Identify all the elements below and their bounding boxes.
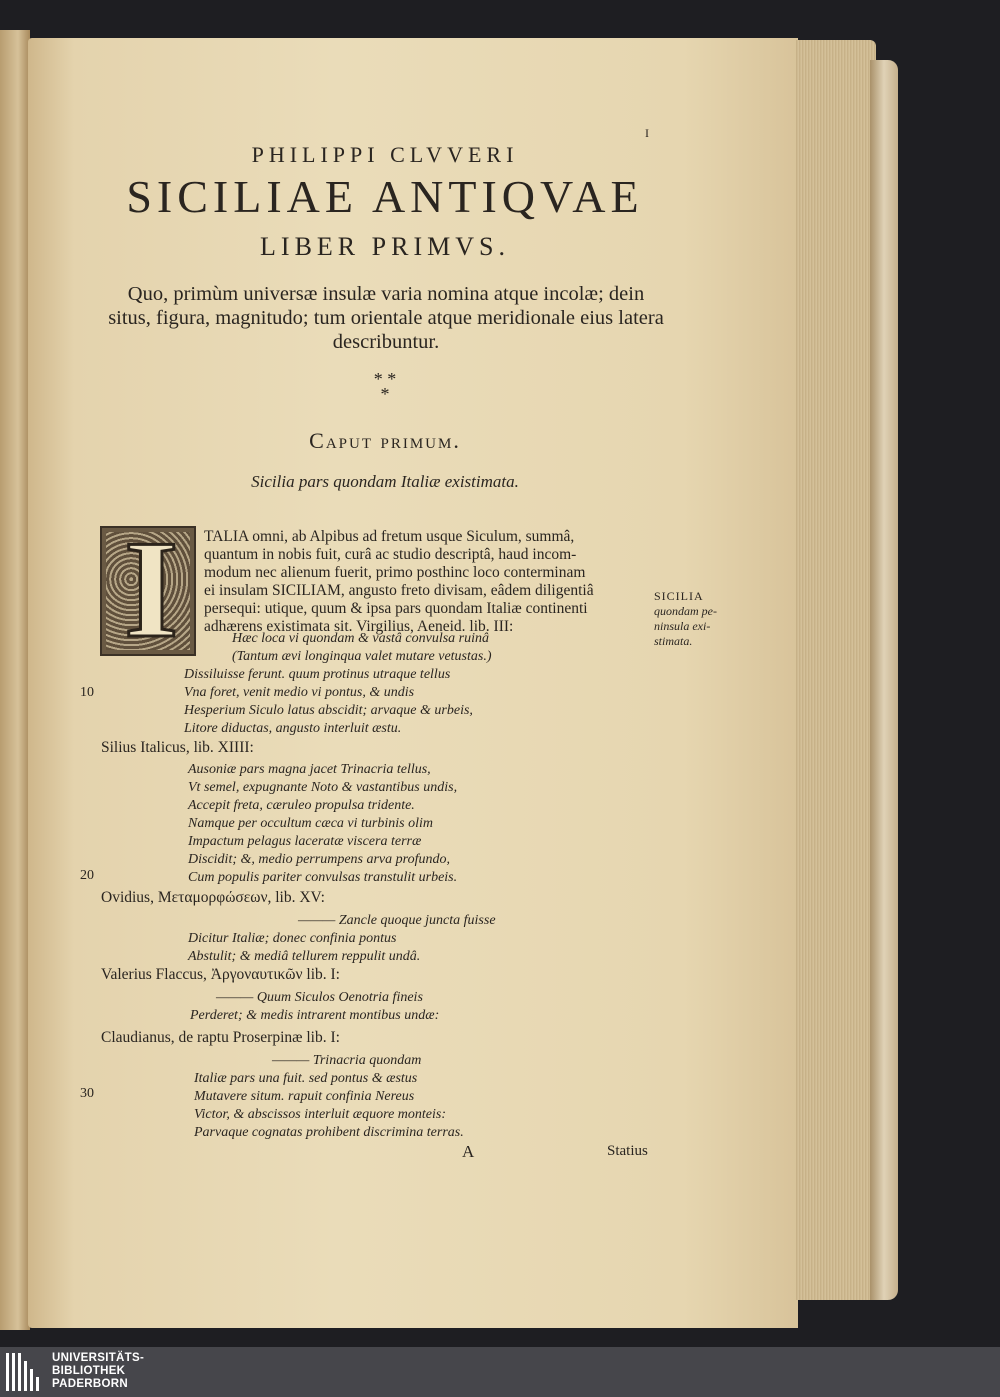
- verse-line: Parvaque cognatas prohibent discrimina terras.: [194, 1125, 464, 1140]
- chapter-heading: Caput primum.: [309, 428, 461, 453]
- catchword: Statius: [607, 1143, 648, 1159]
- book-cover: [870, 60, 898, 1300]
- author-name: PHILIPPI CLVVERI: [251, 142, 519, 167]
- intro-line: ei insulam SICILIAM, angusto freto divisam, eâdem diligentiâ: [204, 582, 594, 599]
- verse-line: Cum populis pariter convulsas transtulit urbeis.: [188, 870, 458, 885]
- margin-note-line: quondam pe-: [654, 604, 717, 618]
- library-footer: [0, 1347, 1000, 1397]
- book-number: LIBER PRIMVS.: [260, 232, 510, 261]
- intro-line: modum nec alienum fuerit, primo posthinc loco conterminam: [204, 564, 586, 581]
- margin-note-name: SICILIA: [654, 589, 704, 603]
- verse-line: Accepit freta, cæruleo propulsa tridente.: [188, 798, 415, 813]
- page-signature: A: [462, 1142, 475, 1161]
- verse-line: Mutavere situm. rapuit confinia Nereus: [194, 1089, 415, 1104]
- verse-line: Dissiluisse ferunt. quum protinus utraque tellus: [184, 667, 451, 682]
- line-number: 20: [80, 868, 94, 883]
- verse-line: Hesperium Siculo latus abscidit; arvaque & urbeis,: [184, 703, 473, 718]
- verse-line: Ausoniæ pars magna jacet Trinacria tellus,: [188, 762, 431, 777]
- verse-line: ——— Quum Siculos Oenotria fineis: [216, 990, 423, 1005]
- verse-line: Namque per occultum cæca vi turbinis olim: [188, 816, 433, 831]
- verse-line: Dicitur Italiæ; donec confinia pontus: [188, 931, 397, 946]
- page-edges: [796, 40, 876, 1300]
- book-summary: Quo, primùm universæ insulæ varia nomina atque incolæ; dein situs, figura, magnitudo; tum orientale atque meridionale eius latera describuntur.: [108, 283, 664, 353]
- initial-letter: I: [124, 526, 179, 656]
- intro-line: persequi: utique, quum & ipsa pars quondam Italiæ continenti: [204, 600, 588, 617]
- margin-note: [654, 589, 717, 649]
- margin-note-line: ninsula exi-: [654, 619, 711, 633]
- citation-ovid: Ovidius, Μεταμορφώσεων, lib. XV:: [101, 889, 325, 906]
- verse-line: Discidit; &, medio perrumpens arva profundo,: [188, 852, 450, 867]
- library-name-line: BIBLIOTHEK: [52, 1365, 126, 1377]
- previous-page-edge: [0, 30, 30, 1330]
- stars-bottom: *: [380, 384, 390, 404]
- verse-line: Victor, & abscissos interluit æquore monteis:: [194, 1107, 446, 1122]
- intro-line: TALIA omni, ab Alpibus ad fretum usque Siculum, summâ,: [204, 528, 575, 545]
- citation-silius: Silius Italicus, lib. XIIII:: [101, 739, 254, 756]
- decorated-initial: [100, 526, 196, 656]
- work-title: SICILIAE ANTIQVAE: [126, 171, 644, 222]
- verse-line: Abstulit; & mediâ tellurem reppulit undâ.: [188, 949, 421, 964]
- verse-line: Perderet; & medis intrarent montibus undæ:: [190, 1008, 440, 1023]
- chapter-subheading: Sicilia pars quondam Italiæ existimata.: [251, 472, 519, 491]
- verse-line: (Tantum ævi longinqua valet mutare vetustas.): [232, 649, 492, 664]
- library-name: [52, 1352, 144, 1391]
- stars-top: * *: [373, 369, 397, 389]
- library-name-line: PADERBORN: [52, 1378, 128, 1390]
- citation-claudian: Claudianus, de raptu Proserpinæ lib. I:: [101, 1029, 340, 1046]
- citation-valerius: Valerius Flaccus, Ἀργοναυτικῶν lib. I:: [101, 966, 340, 983]
- verse-line: ——— Zancle quoque juncta fuisse: [298, 913, 496, 928]
- intro-line: quantum in nobis fuit, curâ ac studio descriptâ, haud incom-: [204, 546, 577, 563]
- margin-note-line: stimata.: [654, 634, 693, 648]
- verse-line: Impactum pelagus laceratæ viscera terræ: [188, 834, 422, 849]
- signature-mark: I: [645, 126, 649, 140]
- verse-line: Vna foret, venit medio vi pontus, & undis: [184, 685, 415, 700]
- verse-line: Vt semel, expugnante Noto & vastantibus undis,: [188, 780, 458, 795]
- line-number: 30: [80, 1086, 94, 1101]
- verse-line: Litore diductas, angusto interluit æstu.: [184, 721, 402, 736]
- verse-line: Italiæ pars una fuit. sed pontus & æstus: [194, 1071, 418, 1086]
- library-name-line: UNIVERSITÄTS-: [52, 1352, 145, 1364]
- verse-line: ——— Trinacria quondam: [272, 1053, 422, 1068]
- ornament-stars: [60, 369, 710, 404]
- intro-line: adhærens existimata sit. Virgilius, Aeneid. lib. III:: [204, 618, 514, 635]
- line-number: 10: [80, 685, 94, 700]
- verse-line: Hæc loca vi quondam & vastâ convulsa ruinâ: [232, 631, 490, 646]
- library-logo-icon: [6, 1353, 42, 1391]
